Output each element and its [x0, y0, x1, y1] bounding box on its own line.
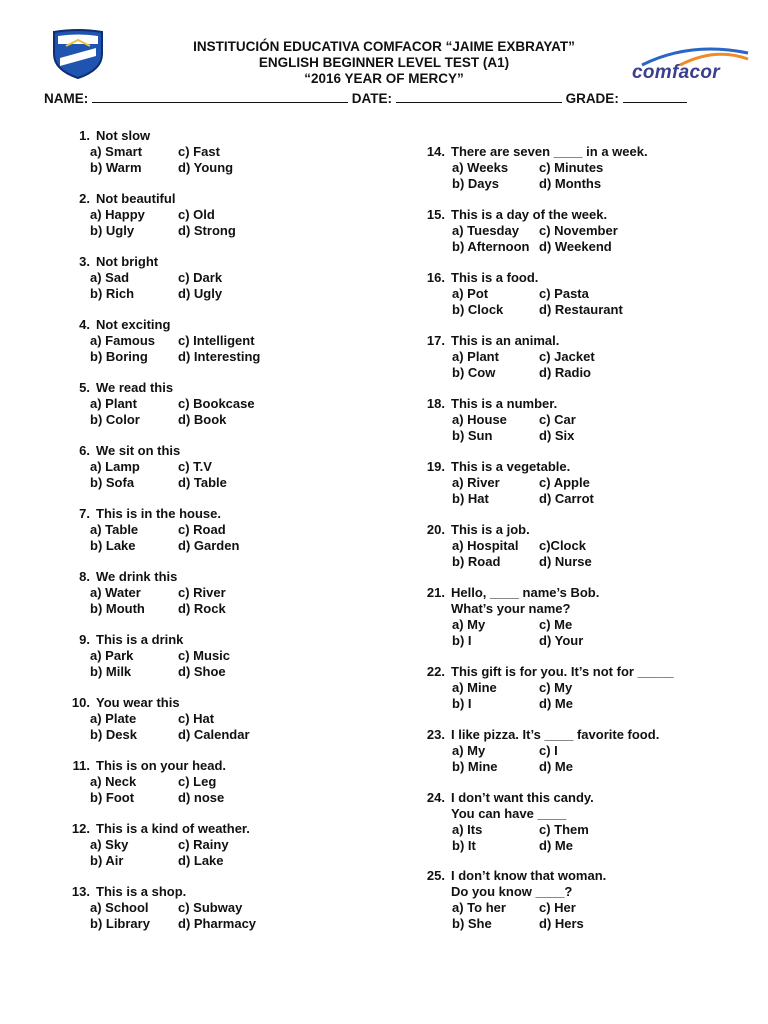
question-item	[60, 380, 400, 444]
option-d[interactable]: d) Pharmacy	[178, 916, 257, 931]
option-c[interactable]: c) Them	[539, 822, 589, 837]
question-prompt: Not slow	[96, 128, 151, 143]
option-d[interactable]: d) Lake	[178, 853, 224, 868]
option-d[interactable]: d) Table	[178, 475, 227, 490]
option-d[interactable]: d) Six	[539, 428, 575, 443]
date-blank[interactable]	[396, 101, 562, 103]
option-d[interactable]: d) Nurse	[539, 554, 592, 569]
question-number: 7.	[79, 506, 90, 521]
question-prompt: Hello, ____ name’s Bob.	[451, 585, 600, 600]
question-prompt: I don’t want this candy.	[451, 790, 594, 805]
question-number: 22.	[426, 664, 445, 679]
grade-label: GRADE:	[565, 91, 619, 106]
option-b[interactable]: b) Boring	[90, 349, 148, 364]
option-d[interactable]: d) Rock	[178, 601, 226, 616]
name-blank[interactable]	[92, 101, 348, 103]
question-prompt-line2: You can have ____	[451, 806, 567, 821]
option-b[interactable]: b) It	[452, 838, 476, 853]
question-number: 17.	[426, 333, 445, 348]
question-number: 2.	[79, 191, 90, 206]
option-d[interactable]: d) Strong	[178, 223, 236, 238]
option-c[interactable]: c) Music	[178, 648, 231, 663]
option-c[interactable]: c) Jacket	[539, 349, 595, 364]
option-b[interactable]: b) Milk	[90, 664, 132, 679]
question-number: 19.	[426, 459, 445, 474]
option-d[interactable]: d) Restaurant	[539, 302, 623, 317]
option-c[interactable]: c) Pasta	[539, 286, 589, 301]
question-prompt: We sit on this	[96, 443, 181, 458]
question-item	[60, 695, 400, 759]
question-item	[415, 459, 755, 523]
question-number: 14.	[426, 144, 445, 159]
question-number: 4.	[79, 317, 90, 332]
question-prompt: This is a shop.	[96, 884, 187, 899]
question-number: 8.	[79, 569, 90, 584]
option-d[interactable]: d) Book	[178, 412, 227, 427]
option-b[interactable]: b) Mine	[452, 759, 498, 774]
option-b[interactable]: b) Foot	[90, 790, 135, 805]
question-item	[60, 317, 400, 381]
question-item	[415, 790, 755, 854]
option-a[interactable]: a) Happy	[90, 207, 145, 222]
option-c[interactable]: c) T.V	[178, 459, 212, 474]
student-fields	[44, 91, 687, 106]
question-prompt: This is a job.	[451, 522, 530, 537]
option-c[interactable]: c) Her	[539, 900, 576, 915]
option-d[interactable]: d) Radio	[539, 365, 591, 380]
option-b[interactable]: b) Color	[90, 412, 140, 427]
option-c[interactable]: c) Old	[178, 207, 215, 222]
question-item	[60, 443, 400, 507]
question-item	[60, 632, 400, 696]
option-d[interactable]: d) nose	[178, 790, 225, 805]
question-number: 24.	[426, 790, 445, 805]
option-c[interactable]: c)Clock	[539, 538, 586, 553]
question-item	[60, 821, 400, 885]
option-b[interactable]: b) Lake	[90, 538, 136, 553]
option-a[interactable]: a) Pot	[452, 286, 489, 301]
question-number: 1.	[79, 128, 90, 143]
question-number: 20.	[426, 522, 445, 537]
option-b[interactable]: b) Afternoon	[452, 239, 530, 254]
question-item	[60, 884, 400, 948]
option-a[interactable]: a) Famous	[90, 333, 156, 348]
option-a[interactable]: a) Mine	[452, 680, 497, 695]
question-prompt: Not bright	[96, 254, 159, 269]
question-item	[415, 664, 755, 728]
option-c[interactable]: c) My	[539, 680, 573, 695]
question-prompt: This is a drink	[96, 632, 184, 647]
question-prompt: This is a kind of weather.	[96, 821, 250, 836]
option-c[interactable]: c) Minutes	[539, 160, 604, 175]
option-b[interactable]: b) Mouth	[90, 601, 145, 616]
option-d[interactable]: d) Me	[539, 838, 573, 853]
question-number: 15.	[426, 207, 445, 222]
option-d[interactable]: d) Young	[178, 160, 234, 175]
option-b[interactable]: b) Days	[452, 176, 499, 191]
option-c[interactable]: c) Bookcase	[178, 396, 255, 411]
option-d[interactable]: d) Me	[539, 696, 573, 711]
option-c[interactable]: c) Me	[539, 617, 573, 632]
option-b[interactable]: b) Clock	[452, 302, 504, 317]
option-d[interactable]: d) Months	[539, 176, 602, 191]
option-b[interactable]: b) Desk	[90, 727, 137, 742]
question-item	[415, 270, 755, 334]
option-a[interactable]: a) Lamp	[90, 459, 140, 474]
question-prompt: This is a vegetable.	[451, 459, 571, 474]
question-prompt: We drink this	[96, 569, 178, 584]
option-b[interactable]: b) Road	[452, 554, 501, 569]
question-number: 23.	[426, 727, 445, 742]
option-c[interactable]: c) Apple	[539, 475, 590, 490]
question-number: 10.	[71, 695, 90, 710]
question-prompt: This is a number.	[451, 396, 558, 411]
question-prompt: This is a day of the week.	[451, 207, 608, 222]
question-item	[415, 727, 755, 791]
option-a[interactable]: a) Water	[90, 585, 141, 600]
option-a[interactable]: a) Park	[90, 648, 134, 663]
question-number: 18.	[426, 396, 445, 411]
option-c[interactable]: c) Leg	[178, 774, 217, 789]
option-a[interactable]: a) My	[452, 617, 486, 632]
question-number: 12.	[71, 821, 90, 836]
question-number: 5.	[79, 380, 90, 395]
question-item	[60, 191, 400, 255]
option-c[interactable]: c) I	[539, 743, 558, 758]
option-a[interactable]: a) School	[90, 900, 149, 915]
question-number: 21.	[426, 585, 445, 600]
question-item	[415, 333, 755, 397]
question-prompt: Not exciting	[96, 317, 171, 332]
option-c[interactable]: c) Subway	[178, 900, 243, 915]
question-prompt: This gift is for you. It’s not for _____	[451, 664, 674, 679]
option-d[interactable]: d) Hers	[539, 916, 584, 931]
option-b[interactable]: b) Warm	[90, 160, 142, 175]
question-number: 13.	[71, 884, 90, 899]
option-b[interactable]: b) Ugly	[90, 223, 135, 238]
option-d[interactable]: d) Weekend	[539, 239, 612, 254]
question-prompt: This is an animal.	[451, 333, 560, 348]
option-b[interactable]: b) I	[452, 633, 472, 648]
option-c[interactable]: c) Dark	[178, 270, 223, 285]
option-b[interactable]: b) Rich	[90, 286, 135, 301]
question-prompt: I don’t know that woman.	[451, 868, 607, 883]
option-a[interactable]: a) Sad	[90, 270, 130, 285]
question-item	[415, 585, 755, 649]
option-c[interactable]: c) November	[539, 223, 618, 238]
option-a[interactable]: a) River	[452, 475, 500, 490]
option-a[interactable]: a) Its	[452, 822, 483, 837]
name-label: NAME:	[44, 91, 89, 106]
option-a[interactable]: a) To her	[452, 900, 506, 915]
option-b[interactable]: b) Air	[90, 853, 124, 868]
option-c[interactable]: c) River	[178, 585, 226, 600]
question-prompt: We read this	[96, 380, 174, 395]
option-c[interactable]: c) Car	[539, 412, 576, 427]
question-item	[60, 254, 400, 318]
option-b[interactable]: b) Cow	[452, 365, 496, 380]
question-number: 25.	[426, 868, 445, 883]
question-item	[60, 758, 400, 822]
option-d[interactable]: d) Shoe	[178, 664, 226, 679]
question-item	[415, 207, 755, 271]
option-d[interactable]: d) Me	[539, 759, 573, 774]
question-item	[60, 569, 400, 633]
question-prompt: You wear this	[96, 695, 180, 710]
option-c[interactable]: c) Rainy	[178, 837, 229, 852]
option-d[interactable]: d) Calendar	[178, 727, 250, 742]
option-d[interactable]: d) Your	[539, 633, 584, 648]
option-c[interactable]: c) Intelligent	[178, 333, 255, 348]
question-item	[415, 522, 755, 586]
option-a[interactable]: a) Plant	[90, 396, 137, 411]
question-item	[415, 396, 755, 460]
option-a[interactable]: a) Sky	[90, 837, 129, 852]
option-c[interactable]: c) Hat	[178, 711, 215, 726]
test-title: ENGLISH BEGINNER LEVEL TEST (A1)	[258, 55, 510, 70]
institution-name: INSTITUCIÓN EDUCATIVA COMFACOR “JAIME EXBRAYAT”	[193, 39, 575, 54]
year-motto: “2016 YEAR OF MERCY”	[304, 71, 464, 86]
option-c[interactable]: c) Road	[178, 522, 226, 537]
question-number: 6.	[79, 443, 90, 458]
option-b[interactable]: b) She	[452, 916, 492, 931]
option-a[interactable]: a) My	[452, 743, 486, 758]
option-b[interactable]: b) Sun	[452, 428, 493, 443]
option-b[interactable]: b) I	[452, 696, 472, 711]
option-d[interactable]: d) Ugly	[178, 286, 223, 301]
question-item	[415, 144, 755, 208]
option-a[interactable]: a) Table	[90, 522, 139, 537]
question-prompt: Not beautiful	[96, 191, 176, 206]
grade-blank[interactable]	[623, 101, 687, 103]
option-a[interactable]: a) Tuesday	[452, 223, 519, 238]
option-c[interactable]: c) Fast	[178, 144, 220, 159]
option-a[interactable]: a) House	[452, 412, 507, 427]
question-prompt-line2: Do you know ____?	[451, 884, 573, 899]
option-d[interactable]: d) Garden	[178, 538, 240, 553]
question-prompt: There are seven ____ in a week.	[451, 144, 648, 159]
question-prompt: This is a food.	[451, 270, 539, 285]
option-b[interactable]: b) Sofa	[90, 475, 135, 490]
question-number: 3.	[79, 254, 90, 269]
question-item	[60, 506, 400, 570]
question-prompt: This is on your head.	[96, 758, 227, 773]
question-item	[415, 868, 755, 932]
option-a[interactable]: a) Weeks	[452, 160, 509, 175]
option-a[interactable]: a) Plant	[452, 349, 499, 364]
option-d[interactable]: d) Interesting	[178, 349, 261, 364]
question-item	[60, 128, 400, 192]
option-d[interactable]: d) Carrot	[539, 491, 594, 506]
question-prompt: This is in the house.	[96, 506, 221, 521]
option-a[interactable]: a) Plate	[90, 711, 137, 726]
question-number: 11.	[72, 758, 90, 773]
option-a[interactable]: a) Neck	[90, 774, 137, 789]
option-a[interactable]: a) Hospital	[452, 538, 519, 553]
question-prompt-line2: What’s your name?	[451, 601, 571, 616]
question-prompt: I like pizza. It’s ____ favorite food.	[451, 727, 660, 742]
option-a[interactable]: a) Smart	[90, 144, 143, 159]
question-number: 9.	[79, 632, 90, 647]
brand-logo: comfacor	[632, 62, 720, 83]
option-b[interactable]: b) Hat	[452, 491, 489, 506]
date-label: DATE:	[351, 91, 393, 106]
option-b[interactable]: b) Library	[90, 916, 150, 931]
question-number: 16.	[426, 270, 445, 285]
